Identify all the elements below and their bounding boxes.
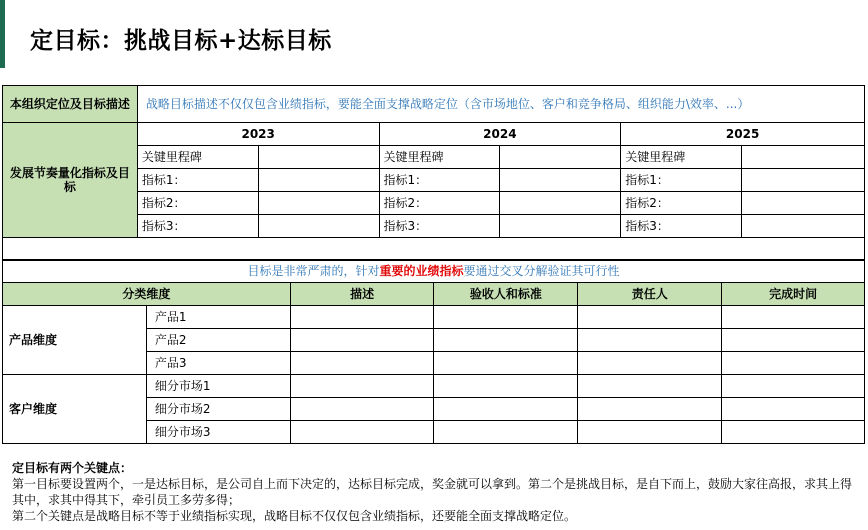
indicator-1-label: 指标1： xyxy=(137,169,258,192)
item-market-2: 细分市场2 xyxy=(146,398,290,421)
header-deadline: 完成时间 xyxy=(722,283,865,306)
verification-note-suffix: 要通过交叉分解验证其可行性 xyxy=(463,264,620,278)
strategy-table xyxy=(2,85,865,261)
empty-cell xyxy=(742,146,865,169)
empty-cell xyxy=(434,352,578,375)
empty-cell xyxy=(434,329,578,352)
empty-cell xyxy=(258,169,379,192)
positioning-text: 战略目标描述不仅仅包含业绩指标，要能全面支撑战略定位（含市场地位、客户和竞争格局、组织能力\效率、...） xyxy=(137,86,864,123)
positioning-label: 本组织定位及目标描述 xyxy=(3,86,138,123)
header-acceptance: 验收人和标准 xyxy=(434,283,578,306)
header-owner: 责任人 xyxy=(578,283,722,306)
rhythm-label: 发展节奏量化指标及目标 xyxy=(3,123,138,238)
indicator-3-label: 指标3： xyxy=(621,215,742,238)
notes-heading: 定目标有两个关键点： xyxy=(12,461,133,475)
milestone-label: 关键里程碑 xyxy=(379,146,500,169)
indicator-2-label: 指标2： xyxy=(621,192,742,215)
empty-cell xyxy=(290,421,434,444)
empty-cell xyxy=(500,192,621,215)
verification-note-highlight: 重要的业绩指标 xyxy=(379,264,464,278)
empty-cell xyxy=(742,192,865,215)
empty-cell xyxy=(578,329,722,352)
empty-cell xyxy=(578,421,722,444)
item-product-1: 产品1 xyxy=(146,306,290,329)
empty-cell xyxy=(434,398,578,421)
empty-cell xyxy=(722,421,865,444)
title-accent-bar xyxy=(0,0,5,68)
indicator-2-label: 指标2： xyxy=(137,192,258,215)
empty-cell xyxy=(742,169,865,192)
empty-cell xyxy=(722,306,865,329)
slide-title: 定目标：挑战目标+达标目标 xyxy=(30,28,332,54)
item-market-3: 细分市场3 xyxy=(146,421,290,444)
empty-cell xyxy=(258,192,379,215)
item-market-1: 细分市场1 xyxy=(146,375,290,398)
item-product-3: 产品3 xyxy=(146,352,290,375)
empty-cell xyxy=(500,146,621,169)
indicator-1-label: 指标1： xyxy=(621,169,742,192)
year-2023: 2023 xyxy=(137,123,379,146)
indicator-1-label: 指标1： xyxy=(379,169,500,192)
empty-cell xyxy=(434,421,578,444)
empty-cell xyxy=(500,169,621,192)
empty-cell xyxy=(722,375,865,398)
indicator-2-label: 指标2： xyxy=(379,192,500,215)
notes-line-2: 第二个关键点是战略目标不等于业绩指标实现，战略目标不仅仅包含业绩指标，还要能全面支撑战略定位。 xyxy=(12,509,577,523)
year-2025: 2025 xyxy=(621,123,865,146)
key-points-notes xyxy=(12,460,858,524)
group-customer: 客户维度 xyxy=(3,375,147,444)
empty-cell xyxy=(578,375,722,398)
indicator-3-label: 指标3： xyxy=(379,215,500,238)
empty-cell xyxy=(290,306,434,329)
empty-cell xyxy=(742,215,865,238)
empty-cell xyxy=(290,398,434,421)
milestone-label: 关键里程碑 xyxy=(137,146,258,169)
header-dimension: 分类维度 xyxy=(3,283,291,306)
breakdown-table xyxy=(2,259,865,444)
indicator-3-label: 指标3： xyxy=(137,215,258,238)
empty-cell xyxy=(290,375,434,398)
empty-cell xyxy=(434,306,578,329)
spacer-row xyxy=(3,238,865,261)
header-description: 描述 xyxy=(290,283,434,306)
empty-cell xyxy=(578,398,722,421)
verification-note-prefix: 目标是非常严肃的，针对 xyxy=(247,264,380,278)
empty-cell xyxy=(258,146,379,169)
notes-line-1: 第一目标要设置两个，一是达标目标，是公司自上而下决定的，达标目标完成，奖金就可以拿到。第二个是挑战目标，是自下而上，鼓励大家往高报，求其上得其中，求其中得其下，牵引员工多劳多得； xyxy=(12,477,853,507)
empty-cell xyxy=(722,329,865,352)
milestone-label: 关键里程碑 xyxy=(621,146,742,169)
empty-cell xyxy=(722,352,865,375)
group-product: 产品维度 xyxy=(3,306,147,375)
item-product-2: 产品2 xyxy=(146,329,290,352)
year-2024: 2024 xyxy=(379,123,621,146)
empty-cell xyxy=(500,215,621,238)
empty-cell xyxy=(578,352,722,375)
empty-cell xyxy=(290,352,434,375)
verification-note xyxy=(3,260,865,283)
empty-cell xyxy=(290,329,434,352)
empty-cell xyxy=(434,375,578,398)
empty-cell xyxy=(258,215,379,238)
empty-cell xyxy=(578,306,722,329)
empty-cell xyxy=(722,398,865,421)
